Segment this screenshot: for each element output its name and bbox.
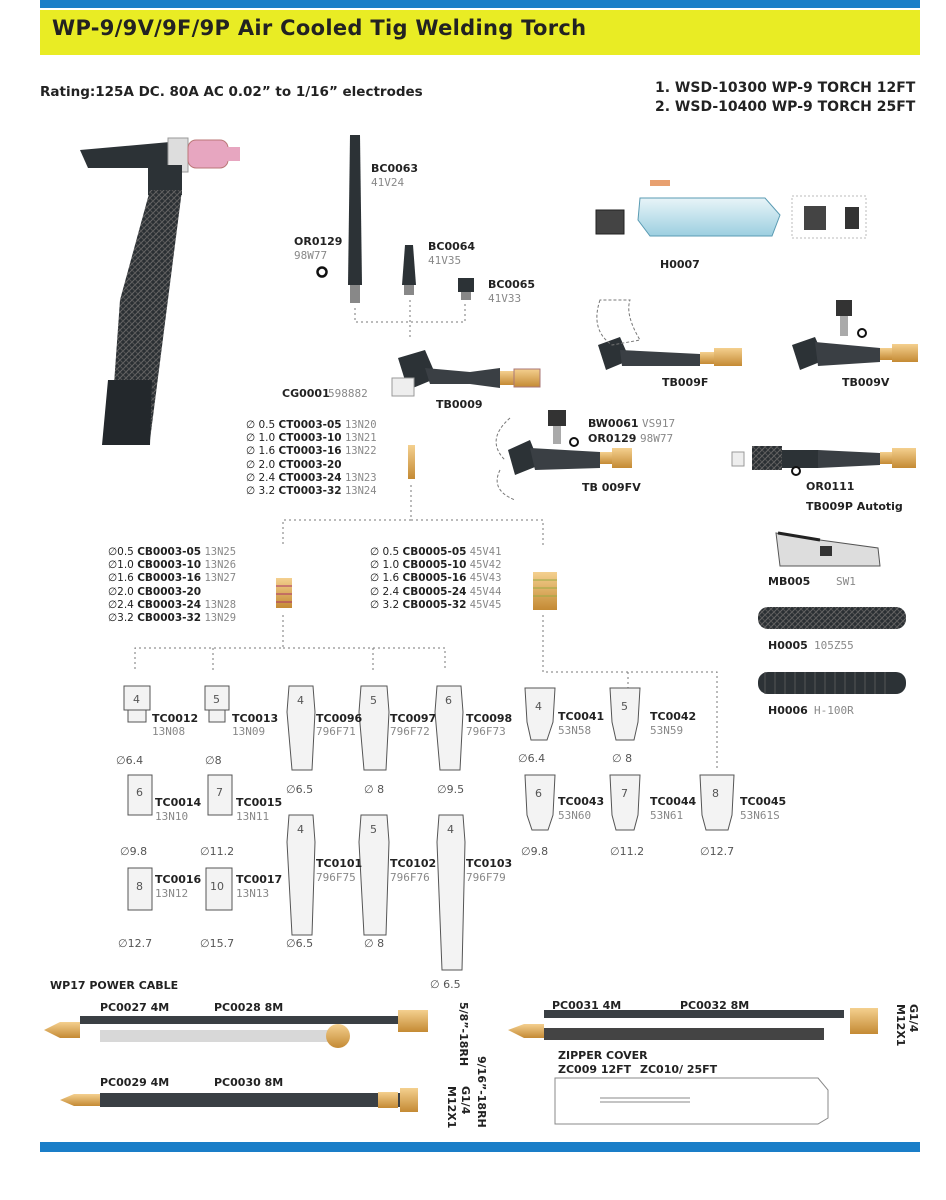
part-sub: SW1 — [836, 575, 856, 588]
part-code: TC0098 — [466, 712, 513, 725]
part-sub: 41V24 — [371, 176, 405, 189]
part-code: TB0009 — [436, 398, 483, 411]
model-line-1: 1. WSD-10300 WP-9 TORCH 12FT — [655, 80, 916, 96]
torch-tb009f — [597, 300, 742, 370]
part-sub: 105Z55 — [814, 639, 854, 652]
cup-diameter: ∅ 8 — [612, 752, 633, 765]
cup-diameter: ∅11.2 — [610, 845, 645, 858]
torch-body-tb0009 — [392, 350, 540, 396]
cup-diameter: ∅15.7 — [200, 937, 235, 950]
part-sub: H-100R — [814, 704, 854, 717]
part-code: BC0063 — [371, 162, 419, 175]
collet-body-list-right — [370, 546, 501, 612]
part-sub: 98W77 — [294, 249, 328, 262]
part-sub: 98W77 — [640, 432, 674, 445]
part-code: TC0016 — [155, 873, 202, 886]
back-cap-medium — [402, 245, 416, 295]
part-sub: 13N08 — [152, 725, 186, 738]
part-sub: 796F75 — [316, 871, 356, 884]
cup-size: 8 — [136, 880, 143, 893]
collet-body-row: ∅ 2.4 CB0005-24 45V44 — [370, 585, 502, 598]
cup-size: 5 — [213, 693, 220, 706]
cup-diameter: ∅ 6.5 — [430, 978, 461, 991]
power-cable-pc0029 — [60, 1088, 418, 1112]
o-ring-icon — [792, 467, 800, 475]
cup-size: 7 — [621, 787, 628, 800]
cup-diameter: ∅6.4 — [518, 752, 546, 765]
part-code: TC0015 — [236, 796, 283, 809]
part-code: TC0013 — [232, 712, 279, 725]
part-code: TB 009FV — [582, 481, 641, 494]
rating-text: Rating:125A DC. 80A AC 0.02” to 1/16” electrodes — [40, 84, 423, 100]
cup-diameter: ∅9.5 — [437, 783, 465, 796]
part-code: PC0029 4M — [100, 1076, 170, 1089]
collet-row: ∅ 2.0 CT0003-20 — [246, 458, 342, 471]
cup-diameter: ∅8 — [205, 754, 222, 767]
part-sub: 13N12 — [155, 887, 189, 900]
collet-row: ∅ 2.4 CT0003-24 13N23 — [246, 471, 377, 484]
thread-spec: M12X1 — [445, 1086, 458, 1129]
part-sub: 796F76 — [390, 871, 430, 884]
cup-size: 4 — [297, 694, 304, 707]
main-torch-image — [80, 138, 240, 445]
part-code: OR0129 — [588, 432, 637, 445]
part-code: TC0012 — [152, 712, 199, 725]
part-sub: 796F79 — [466, 871, 506, 884]
part-code: MB005 — [768, 575, 811, 588]
part-code: TC0101 — [316, 857, 363, 870]
part-sub: 53N59 — [650, 724, 684, 737]
part-sub: 796F71 — [316, 725, 356, 738]
part-code: PC0031 4M — [552, 999, 622, 1012]
o-ring-icon — [570, 438, 578, 446]
part-code: TB009F — [662, 376, 709, 389]
power-cable-pc0031 — [508, 1008, 878, 1040]
collet-row: ∅ 0.5 CT0003-05 13N20 — [246, 419, 377, 431]
collet-body-row: ∅1.0 CB0003-10 13N26 — [108, 559, 237, 572]
part-code: H0007 — [660, 258, 700, 271]
cable-section-heading: WP17 POWER CABLE — [50, 979, 179, 992]
part-code: TC0044 — [650, 795, 697, 808]
cup-size: 8 — [712, 787, 719, 800]
cup-size: 5 — [370, 823, 377, 836]
cup-diameter: ∅6.5 — [286, 783, 314, 796]
part-code: PC0028 8M — [214, 1001, 284, 1014]
part-code: TB009P Autotig — [806, 500, 903, 513]
part-sub: 41V33 — [488, 292, 522, 305]
part-code: TC0096 — [316, 712, 363, 725]
back-cap-long — [348, 135, 362, 303]
part-code: TC0097 — [390, 712, 437, 725]
collet-body-row: ∅3.2 CB0003-32 13N29 — [108, 612, 237, 625]
part-code: TC0103 — [466, 857, 513, 870]
part-code: BW0061 — [588, 417, 639, 430]
part-sub: 53N60 — [558, 809, 592, 822]
torch-tb009p — [732, 446, 916, 470]
part-sub: 53N61S — [740, 809, 780, 822]
cup-size: 4 — [133, 693, 140, 706]
cup-diameter: ∅9.8 — [120, 845, 148, 858]
part-code: ZC010/ 25FT — [640, 1063, 718, 1076]
part-code: TC0014 — [155, 796, 202, 809]
model-line-2: 2. WSD-10400 WP-9 TORCH 25FT — [655, 99, 916, 115]
part-code: OR0111 — [806, 480, 855, 493]
cup-diameter: ∅ 8 — [364, 783, 385, 796]
part-code: H0005 — [768, 639, 808, 652]
page-title: WP-9/9V/9F/9P Air Cooled Tig Welding Torch — [52, 16, 587, 40]
part-code: TC0017 — [236, 873, 283, 886]
collet-body-row: ∅ 1.6 CB0005-16 45V43 — [370, 572, 502, 585]
part-code: TC0042 — [650, 710, 697, 723]
power-cable-pc0027 — [44, 1010, 428, 1048]
collet-body-row: ∅ 0.5 CB0005-05 45V41 — [370, 546, 502, 558]
cup-size: 4 — [297, 823, 304, 836]
cup-size: 10 — [210, 880, 224, 893]
hose-h0006 — [758, 672, 906, 694]
collet-row: ∅ 1.0 CT0003-10 13N21 — [246, 432, 377, 445]
thread-spec: 5/8”-18RH — [457, 1002, 470, 1067]
part-sub: 53N58 — [558, 724, 592, 737]
part-code: CG0001 — [282, 387, 330, 400]
collet-list — [246, 419, 377, 498]
hose-h0005 — [758, 607, 906, 629]
part-code: TC0043 — [558, 795, 605, 808]
collet-body-row: ∅ 3.2 CB0005-32 45V45 — [370, 598, 502, 611]
part-sub: 13N11 — [236, 810, 270, 823]
part-code: TC0045 — [740, 795, 787, 808]
part-code: TC0041 — [558, 710, 605, 723]
o-ring-icon — [318, 268, 327, 277]
handle-h0007 — [596, 180, 866, 238]
cup-size: 4 — [447, 823, 454, 836]
cup-size: 6 — [535, 787, 542, 800]
o-ring-icon — [858, 329, 866, 337]
cup-size: 7 — [216, 786, 223, 799]
collet-body-gas-lens — [533, 572, 557, 610]
cup-diameter: ∅9.8 — [521, 845, 549, 858]
torch-tb009v — [792, 300, 918, 370]
part-code: TB009V — [842, 376, 890, 389]
collet-row: ∅ 1.6 CT0003-16 13N22 — [246, 445, 377, 458]
part-sub: 53N61 — [650, 809, 684, 822]
thread-spec: G1/4 — [459, 1086, 472, 1115]
part-sub: 41V35 — [428, 254, 462, 267]
thread-spec: 9/16”-18RH — [475, 1056, 488, 1128]
cup-size: 5 — [621, 700, 628, 713]
collet-body-list-left — [108, 546, 236, 625]
part-sub: VS917 — [642, 417, 676, 430]
part-code: OR0129 — [294, 235, 343, 248]
collet-row: ∅ 3.2 CT0003-32 13N24 — [246, 485, 377, 498]
part-sub: 13N10 — [155, 810, 189, 823]
collet-body-row: ∅ 1.0 CB0005-10 45V42 — [370, 559, 502, 572]
part-code: PC0027 4M — [100, 1001, 170, 1014]
cup-diameter: ∅12.7 — [118, 937, 153, 950]
thread-spec: G1/4 — [907, 1004, 920, 1033]
cup-diameter: ∅11.2 — [200, 845, 235, 858]
zipper-cover-image — [555, 1078, 828, 1124]
part-sub: 13N09 — [232, 725, 266, 738]
cup-diameter: ∅ 8 — [364, 937, 385, 950]
thread-spec: M12X1 — [894, 1004, 907, 1047]
part-code: BC0064 — [428, 240, 476, 253]
part-sub: 796F73 — [466, 725, 506, 738]
zipper-title: ZIPPER COVER — [558, 1049, 648, 1062]
part-code: BC0065 — [488, 278, 536, 291]
cup-size: 6 — [445, 694, 452, 707]
part-code: ZC009 12FT — [558, 1063, 632, 1076]
cup-diameter: ∅6.4 — [116, 754, 144, 767]
collet-body-row: ∅0.5 CB0003-05 13N25 — [108, 546, 237, 558]
cup-diameter: ∅12.7 — [700, 845, 735, 858]
cup-size: 6 — [136, 786, 143, 799]
part-sub: 598882 — [328, 387, 368, 400]
part-sub: 13N13 — [236, 887, 270, 900]
switch-mb005 — [776, 533, 880, 566]
cup-size: 5 — [370, 694, 377, 707]
collet-image — [408, 445, 415, 479]
part-code: TC0102 — [390, 857, 437, 870]
collet-body-row: ∅1.6 CB0003-16 13N27 — [108, 572, 237, 585]
cup-diameter: ∅6.5 — [286, 937, 314, 950]
back-cap-short — [458, 278, 474, 300]
cup-size: 4 — [535, 700, 542, 713]
part-sub: 796F72 — [390, 725, 430, 738]
part-code: PC0030 8M — [214, 1076, 284, 1089]
part-code: H0006 — [768, 704, 808, 717]
collet-body-row: ∅2.0 CB0003-20 — [108, 585, 202, 598]
part-code: PC0032 8M — [680, 999, 750, 1012]
bottom-blue-stripe — [40, 1142, 920, 1152]
collet-body-standard — [276, 578, 292, 608]
collet-body-row: ∅2.4 CB0003-24 13N28 — [108, 598, 237, 611]
